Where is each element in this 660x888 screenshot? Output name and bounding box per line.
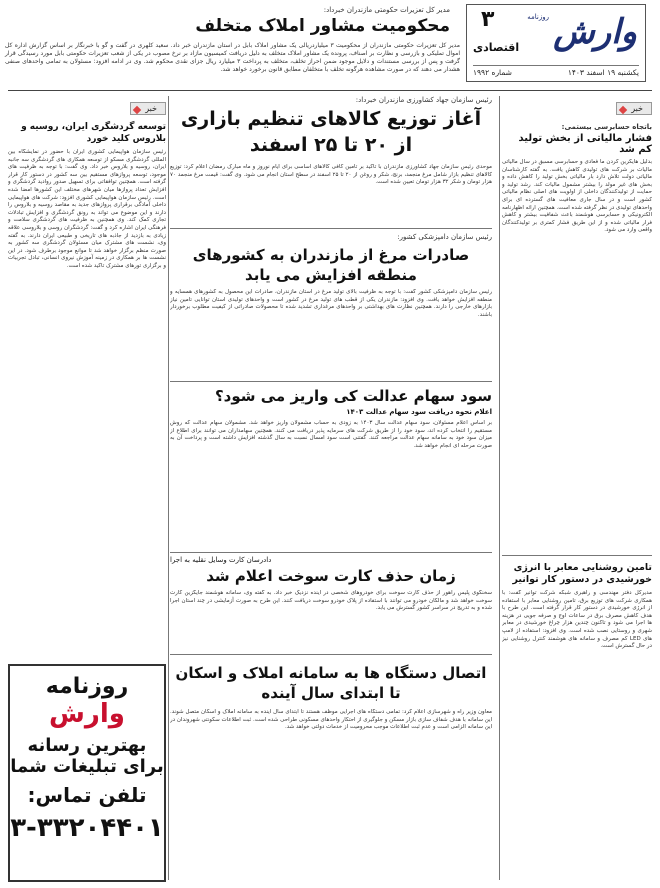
equity-title: سود سهام عدالت کی واریز می شود؟	[214, 387, 492, 405]
page-number: ۳	[481, 7, 495, 32]
center-article-title: آغاز توزیع کالاهای تنظیم بازاری از ۲۰ تا ۲۵ اسفند	[180, 108, 482, 156]
ad-line-best-media: بهترین رسانه	[27, 735, 147, 756]
solar-article-title: تامین روشنایی معابر با انرژی خورشیدی در دستور کار توانیر	[512, 562, 652, 585]
right-column	[502, 96, 652, 840]
masthead	[466, 4, 646, 82]
ad-line-newspaper: روزنامه	[45, 674, 129, 699]
poultry-title: صادرات مرغ از مازندران به کشورهای منطقه افزایش می یابد	[192, 246, 470, 284]
top-article-kicker: مدیر کل تعزیرات حکومتی مازندران خبرداد:	[323, 6, 450, 14]
column-divider-right	[499, 96, 500, 880]
issue-date: یکشنبه ۱۹ اسفند ۱۴۰۳	[567, 68, 639, 77]
poultry-body: رئیس سازمان دامپزشکی کشور گفت: با توجه به ظرفیت بالای تولید مرغ در استان مازندران، صادرات این محصول به کشورهای همسایه و منطقه افزایش خواهد یافت. وی افزود: مازندران یکی از قطب های تولید مرغ در کشور است و واحدهای تولیدی استان توانایی تامین نیاز بازارهای خارجی را دارند. همچنین نظارت های بهداشتی بر واحدهای مرغداری تشدید شده تا محصولات صادراتی از کیفیت مطلوب برخوردار باشند.	[170, 289, 492, 318]
housing-body: معاون وزیر راه و شهرسازی اعلام کرد: تمامی دستگاه های اجرایی موظف هستند تا ابتدای سال آینده به سامانه املاک و اسکان متصل شوند. این سامانه با هدف شفاف سازی بازار مسکن و جلوگیری از احتکار واحدهای مسکونی طراحی شده است. ثبت اطلاعات سکونتی شهروندان در این سامانه الزامی است و عدم ثبت اطلاعات موجب محرومیت از خدمات دولتی خواهد شد.	[170, 709, 492, 731]
equity-body: بر اساس اعلام مسئولان، سود سهام عدالت سال ۱۴۰۳ به زودی به حساب مشمولان واریز خواهد شد. مشمولان سهام عدالت که روش مستقیم را انتخاب کرده اند، سود خود را از طریق شرکت های سرمایه پذیر دریافت می کنند. همچنین سهامداران می توانند برای اطلاع از میزان سود خود به سامانه سهام عدالت مراجعه کنند. گفتنی است سود امسال نسبت به سال گذشته افزایش داشته است و پرداخت آن به صورت مرحله ای انجام خواهد شد.	[170, 420, 492, 449]
right-article-body: بدلیل هایکرین کردن ما فعادی و حسابرسی مسبق در سال مالیاتی مالیات بر شرکت های تولیدی کاهش یافت. به گفته کارشناسان مالیاتی دولت تلاش دارد بار مالیاتی بخش تولید را کاهش داده و بخش های غیر مولد را بیشتر مشمول مالیات کند. رشد تولید و حمایت از تولیدکنندگان داخلی از اولویت های اصلی نظام مالیاتی کشور است و در سال جاری معافیت های گسترده ای برای واحدهای تولیدی در نظر گرفته شده است. همچنین ارائه اظهارنامه الکترونیکی و حسابرسی هوشمند باعث شفافیت بیشتر و کاهش فرار مالیاتی شده و از این طریق فشار کمتری بر تولیدکنندگان واقعی وارد می شود.	[502, 159, 652, 234]
news-tag: خبر	[616, 102, 652, 115]
advertisement	[8, 664, 166, 882]
masthead-prefix: روزنامه	[527, 13, 549, 21]
tourism-body: رئیس سازمان هواپیمایی کشوری ایران با حضور در نمایشگاه بین المللی گردشگری مسکو از توسعه همکاری های گردشگری سه جانبه ایران، روسیه و بلاروس خبر داد. وی گفت: با توجه به ظرفیت های موجود، توسعه پروازهای مستقیم بین سه کشور در دستور کار قرار گرفته است. همچنین توافقاتی برای تسهیل صدور روادید گردشگری و افزایش تعداد پروازها میان شهرهای مختلف این کشورها امضا شده است. رئیس سازمان هواپیمایی کشوری افزود: شرکت های هواپیمایی داخلی آمادگی برقراری پروازهای جدید به مقاصد روسیه و بلاروس را دارند و این موضوع می تواند به رونق گردشگری و افزایش تبادلات تجاری کمک کند. وی همچنین به ظرفیت های گردشگری سلامت و فرهنگی ایران اشاره کرد و گفت: گردشگران روسی و بلاروسی علاقه زیادی به بازدید از جاذبه های تاریخی و طبیعی ایران دارند. به گفته وی، نشست های مشترک میان مسئولان گردشگری سه کشور به صورت منظم برگزار خواهد شد تا موانع موجود برطرف شود. در این نشست ها بر همکاری در زمینه آموزش نیروی انسانی، تبادل تجربیات و برگزاری تورهای مشترک تاکید شده است.	[8, 149, 166, 269]
issue-number: شماره ۱۹۹۲	[473, 68, 512, 77]
ad-phone-number: ۳-۳۳۲۰۴۴۰۱	[10, 813, 164, 843]
ad-line-for-ads: برای تبلیغات شما	[10, 756, 164, 777]
center-article-kicker: رئیس سازمان جهاد کشاورزی مازندران خبرداد:	[355, 96, 492, 104]
top-divider	[8, 90, 652, 91]
news-tag-left: خبر	[130, 102, 166, 115]
right-article-kicker: باتجاه حسابرسی بیستمی:	[561, 123, 652, 131]
top-article-body: مدیر کل تعزیرات حکومتی مازندران از محکومیت ۳ میلیاردریالی یک مشاور املاک بابل در استان مازندران خبر داد. سعید کلهری در گفت و گو با خبرنگار بر اساس گزارش اداره کل اموال تملیکی و بازرسی و نظارت بر اصناف، پرونده یک مشاور املاک متخلف به دلیل دریافت کمیسیون مازاد بر نرخ مصوب در یکی از شعب تعزیرات حکومتی بابل مورد رسیدگی قرار گرفت و پس از بررسی مستندات و دلایل موجود ضمن احراز تخلف، متخلف به پرداخت ۳ میلیارد ریال جزای نقدی محکوم شد. وی در ادامه افزود: مسئولان به تمامی واحدهای صنفی هشدار می دهند که در صورت مشاهده هرگونه تخلف با متخلفان مطابق قانون برخورد خواهد شد.	[5, 42, 460, 73]
column-divider-left	[168, 96, 169, 880]
center-divider-3	[170, 552, 492, 553]
fuelcard-body: سخنگوی پلیس راهور از حذف کارت سوخت برای خودروهای شخصی در آینده نزدیک خبر داد. به گفته وی، سامانه هوشمند جایگزین کارت سوخت خواهد شد و مالکان خودرو می توانند با استفاده از پلاک خودرو سوخت دریافت کنند. این طرح به صورت آزمایشی در چند استان اجرا شده و به تدریج در سراسر کشور گسترش می یابد.	[170, 590, 492, 612]
section-name: اقتصادی	[473, 41, 520, 54]
ad-line-brand: وارش	[49, 699, 125, 729]
center-article-body: موحدی رئیس سازمان جهاد کشاورزی مازندران با تاکید بر تامین کافی کالاهای اساسی برای ایام نوروز و ماه مبارک رمضان اعلام کرد: توزیع کالاهای تنظیم بازار شامل مرغ منجمد، برنج، شکر و روغن از ۲۰ تا ۲۵ اسفند در سطح استان انجام می شود. وی گفت: قیمت مرغ منجمد ۷۰ هزار تومان و شکر ۳۲ هزار تومان تعیین شده است.	[170, 164, 492, 186]
left-column	[8, 96, 166, 649]
equity-subtitle: اعلام نحوه دریافت سود سهام عدالت ۱۴۰۳	[346, 408, 492, 416]
top-article-title: محکومیت مشاور املاک متخلف	[195, 16, 450, 36]
poultry-kicker: رئیس سازمان دامپزشکی کشور:	[397, 233, 492, 241]
right-article-title: فشار مالیاتی از بخش تولید کم شد	[518, 133, 652, 155]
housing-title: اتصال دستگاه ها به سامانه املاک و اسکان تا ابتدای سال آینده	[175, 664, 487, 702]
fuelcard-title: زمان حذف کارت سوخت اعلام شد	[206, 567, 456, 585]
center-divider-1	[170, 228, 492, 229]
masthead-logo: وارش	[553, 12, 637, 52]
tourism-title: توسعه گردشگری ایران، روسیه و بلاروس کلید خورد	[21, 122, 166, 144]
solar-article-body: مدیرکل دفتر مهندسی و راهبری شبکه شرکت توانیر گفت: با همکاری شرکت های توزیع برق، تامین روشنایی معابر با استفاده از انرژی خورشیدی در دستور کار قرار گرفته است. این طرح با هدف کاهش مصرف برق در ساعات اوج و صرفه جویی در هزینه ها اجرا می شود و تاکنون چندین هزار چراغ خورشیدی در معابر شهری و روستایی نصب شده است. وی افزود: استفاده از لامپ های LED کم مصرف و سامانه های هوشمند کنترل روشنایی نیز در حال گسترش است.	[502, 590, 652, 650]
masthead-info	[473, 65, 639, 77]
right-divider	[502, 555, 652, 556]
ad-line-contact: تلفن تماس:	[27, 783, 147, 807]
center-divider-4	[170, 654, 492, 655]
center-column	[170, 96, 492, 799]
fuelcard-kicker: دادرسان کارت وسایل نقلیه به اجرا	[170, 556, 272, 564]
center-divider-2	[170, 381, 492, 382]
